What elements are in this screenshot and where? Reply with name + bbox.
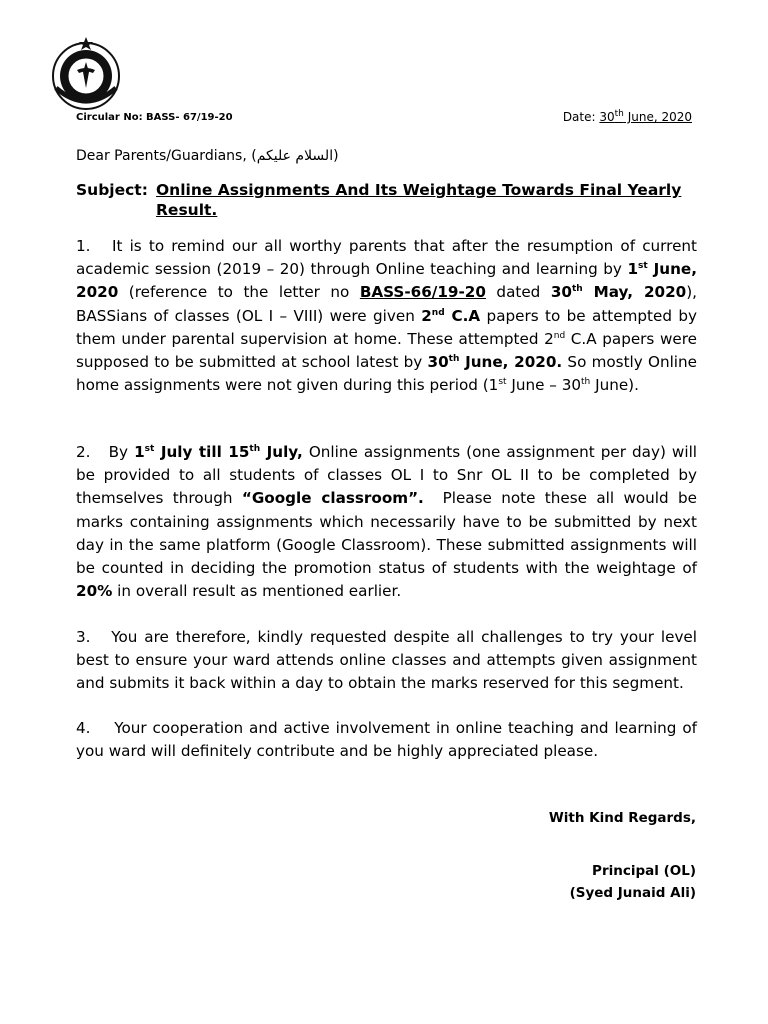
date: Date: 30th June, 2020	[562, 109, 692, 124]
paragraph-1: 1. It is to remind our all worthy parents that after the resumption of current academic session (2019 – 20) through Online teaching and learning by 1st June, 2020 (reference to the letter no BASS-66/19-20 dated 30th May, 2020), BASSians of classes (OL I – VIII) were given 2nd C.A papers to be attempted by them under parental supervision at home. These attempted 2nd C.A papers were supposed to be submitted at school latest by 30th June, 2020. So mostly Online home assignments were not given during this period (1st June – 30th June).	[76, 237, 702, 395]
paragraph-4: 4. Your cooperation and active involvement in online teaching and learning of you ward will definitely contribute and be highly appreciated please.	[76, 719, 702, 761]
principal-name: (Syed Junaid Ali)	[569, 885, 696, 901]
principal-title: Principal (OL)	[592, 863, 696, 879]
greeting: Dear Parents/Guardians, (السلام علیکم)	[76, 148, 339, 164]
closing-regards: With Kind Regards,	[548, 810, 696, 826]
paragraph-2: 2. By 1st July till 15th July, Online assignments (one assignment per day) will be provided to all students of classes OL I to Snr OL II to be completed by themselves through “Google classroom”. Please note these all would be marks containing assignments which necessarily have to be submitted by next day in the same platform (Google Classroom). These submitted assignments will be counted in deciding the promotion status of students with the weightage of 20% in overall result as mentioned earlier.	[76, 443, 702, 601]
circular-number: Circular No: BASS- 67/19-20	[76, 112, 233, 123]
subject: Subject: Online Assignments And Its Weightage Towards Final Yearly Result.	[76, 181, 682, 219]
paragraph-3: 3. You are therefore, kindly requested despite all challenges to try your level best to ensure your ward attends online classes and attempts given assignment and submits it back within a day to obtain the marks reserved for this segment.	[76, 628, 702, 693]
school-logo	[48, 36, 124, 112]
signatory	[570, 860, 696, 904]
